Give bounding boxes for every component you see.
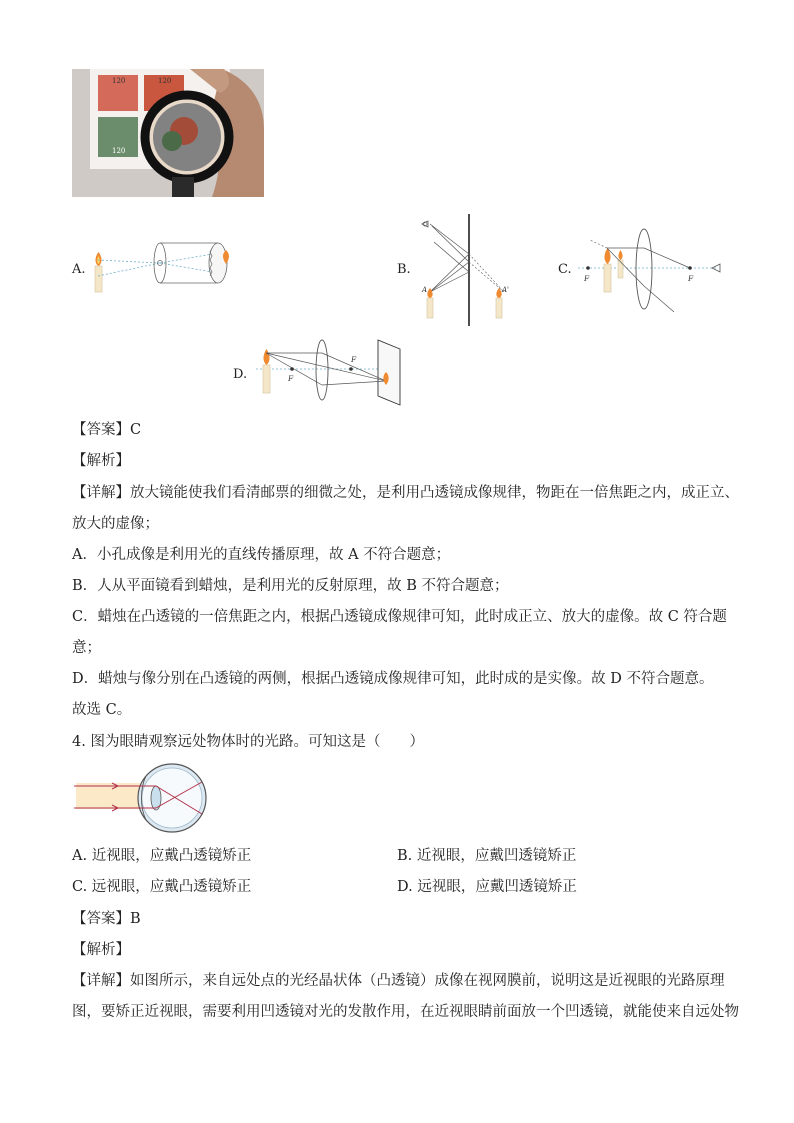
q3-detail-line-2: 放大的虚像； bbox=[72, 516, 159, 532]
magnifier-photo bbox=[72, 69, 264, 197]
stamp-value-1: 120 bbox=[112, 77, 126, 85]
q3-detail-line-1: 【详解】放大镜能使我们看清邮票的细微之处，是利用凸透镜成像规律，物距在一倍焦距之内，成正立、 bbox=[72, 485, 739, 501]
q4-answer: 【答案】B bbox=[72, 911, 141, 927]
q3-conclusion: 故选 C。 bbox=[72, 702, 132, 718]
q3-explanation-a: A．小孔成像是利用光的直线传播原理，故 A 不符合题意； bbox=[72, 547, 451, 563]
point-a-prime-label: A' bbox=[502, 286, 509, 294]
convex-lens-real-image-diagram bbox=[254, 335, 406, 409]
focal-point-top-label: F bbox=[351, 355, 357, 364]
q4-detail-line-2: 图，要矫正近视眼，需要利用凹透镜对光的发散作用，在近视眼睛前面放一个凹透镜，就能使来自远处物 bbox=[72, 1004, 739, 1020]
pinhole-camera-diagram bbox=[90, 238, 240, 298]
q3-explanation-b: B．人从平面镜看到蜡烛，是利用光的反射原理，故 B 不符合题意； bbox=[72, 578, 509, 594]
focal-point-bottom-label: F bbox=[288, 374, 294, 383]
point-a-label: A bbox=[422, 286, 428, 294]
magnifier-photo-drawing bbox=[72, 69, 264, 197]
focal-point-left-label: F bbox=[584, 274, 590, 283]
stamp-value-3: 120 bbox=[112, 147, 126, 155]
q4-option-c[interactable]: C. 远视眼，应戴凸透镜矫正 bbox=[72, 879, 252, 895]
option-b-label: B. bbox=[397, 262, 411, 277]
q4-option-d[interactable]: D. 远视眼，应戴凹透镜矫正 bbox=[397, 879, 577, 895]
q4-detail-line-1: 【详解】如图所示，来自远处点的光经晶状体（凸透镜）成像在视网膜前，说明这是近视眼的光路原理 bbox=[72, 973, 725, 989]
q4-option-b[interactable]: B. 近视眼，应戴凹透镜矫正 bbox=[397, 848, 577, 864]
q3-answer: 【答案】C bbox=[72, 422, 142, 438]
q4-analysis-heading: 【解析】 bbox=[72, 942, 130, 958]
option-d-label: D. bbox=[233, 367, 248, 382]
option-c-label: C. bbox=[558, 262, 572, 277]
option-a-label: A. bbox=[72, 262, 86, 277]
focal-point-right-label: F bbox=[688, 274, 694, 283]
q3-explanation-d: D．蜡烛与像分别在凸透镜的两侧，根据凸透镜成像规律可知，此时成的是实像。故 D 不符合题意。 bbox=[72, 671, 714, 687]
stamp-value-2: 120 bbox=[158, 77, 172, 85]
q4-question: 4. 图为眼睛观察远处物体时的光路。可知这是（ ） bbox=[72, 734, 424, 750]
plane-mirror-diagram bbox=[414, 212, 524, 330]
q3-explanation-c-line-2: 意； bbox=[72, 640, 101, 656]
q3-explanation-c-line-1: C．蜡烛在凸透镜的一倍焦距之内，根据凸透镜成像规律可知，此时成正立、放大的虚像。故 C 符合题 bbox=[72, 609, 727, 625]
convex-lens-virtual-image-diagram bbox=[576, 228, 724, 312]
eye-light-path-diagram bbox=[72, 762, 212, 836]
q3-analysis-heading: 【解析】 bbox=[72, 453, 130, 469]
q4-option-a[interactable]: A. 近视眼，应戴凸透镜矫正 bbox=[72, 848, 252, 864]
